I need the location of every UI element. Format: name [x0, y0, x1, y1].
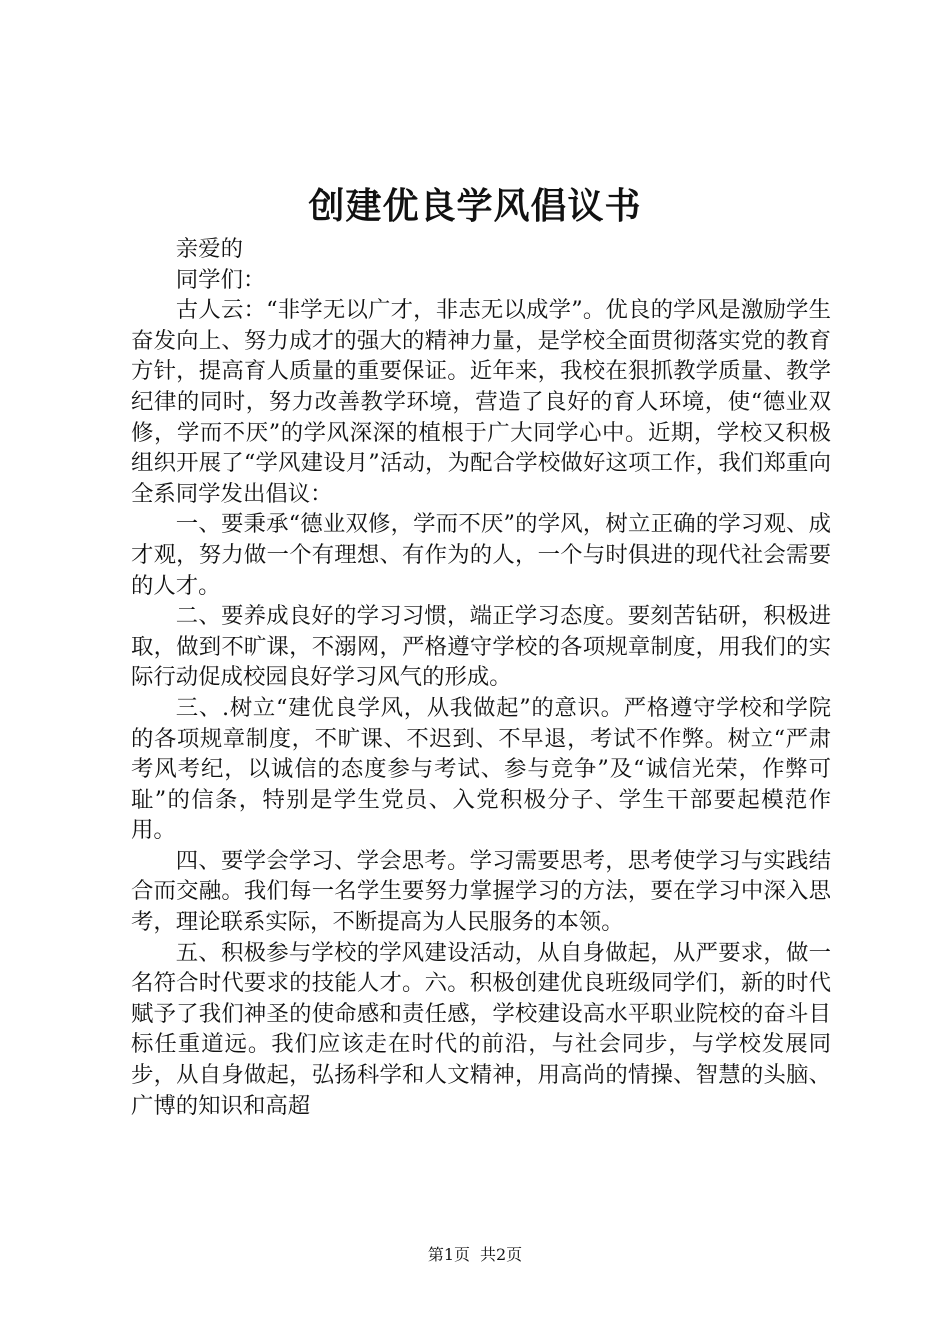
- document-title: 创建优良学风倡议书: [308, 185, 642, 227]
- paragraph-item-2: 二、要养成良好的学习习惯，端正学习态度。要刻苦钻研，积极进取，做到不旷课，不溺网，严格遵守学校的各项规章制度，用我们的实际行动促成校园良好学习风气的形成。: [131, 603, 831, 691]
- salutation-line-2: 同学们：: [175, 266, 266, 293]
- paragraph-item-3: 三、.树立“建优良学风，从我做起”的意识。严格遵守学校和学院的各项规章制度，不旷课、不迟到、不早退，考试不作弊。树立“严肃考风考纪，以诚信的态度参与考试、参与竞争”及“诚信光荣，作弊可耻”的信条，特别是学生党员、入党积极分子、学生干部要起模范作用。: [131, 694, 831, 844]
- paragraph-item-4: 四、要学会学习、学会思考。学习需要思考，思考使学习与实践结合而交融。我们每一名学生要努力掌握学习的方法，要在学习中深入思考，理论联系实际，不断提高为人民服务的本领。: [131, 847, 831, 936]
- paragraph-item-1: 一、要秉承“德业双修，学而不厌”的学风，树立正确的学习观、成才观，努力做一个有理想、有作为的人，一个与时俱进的现代社会需要的人才。: [131, 511, 831, 599]
- paragraph-intro: 古人云：“非学无以广才，非志无以成学”。优良的学风是激励学生奋发向上、努力成才的强大的精神力量，是学校全面贯彻落实党的教育方针，提高育人质量的重要保证。近年来，我校在狠抓教学质量、教学纪律的同时，努力改善教学环境，营造了良好的育人环境，使“德业双修，学而不厌”的学风深深的植根于广大同学心中。近期，学校又积极组织开展了“学风建设月”活动，为配合学校做好这项工作，我们郑重向全系同学发出倡议：: [131, 297, 831, 507]
- page-number: 第1页: [427, 1245, 470, 1264]
- document-body: [131, 234, 831, 1121]
- page-total: 共2页: [480, 1245, 523, 1264]
- page-footer: [0, 1243, 950, 1267]
- salutation-line-1: 亲爱的: [175, 236, 243, 262]
- paragraph-item-5: 五、积极参与学校的学风建设活动，从自身做起，从严要求，做一名符合时代要求的技能人才。六。积极创建优良班级同学们，新的时代赋予了我们神圣的使命感和责任感，学校建设高水平职业院校的奋斗目标任重道远。我们应该走在时代的前沿，与社会同步，与学校发展同步，从自身做起，弘扬科学和人文精神，用高尚的情操、智慧的头脑、广博的知识和高超: [131, 939, 831, 1119]
